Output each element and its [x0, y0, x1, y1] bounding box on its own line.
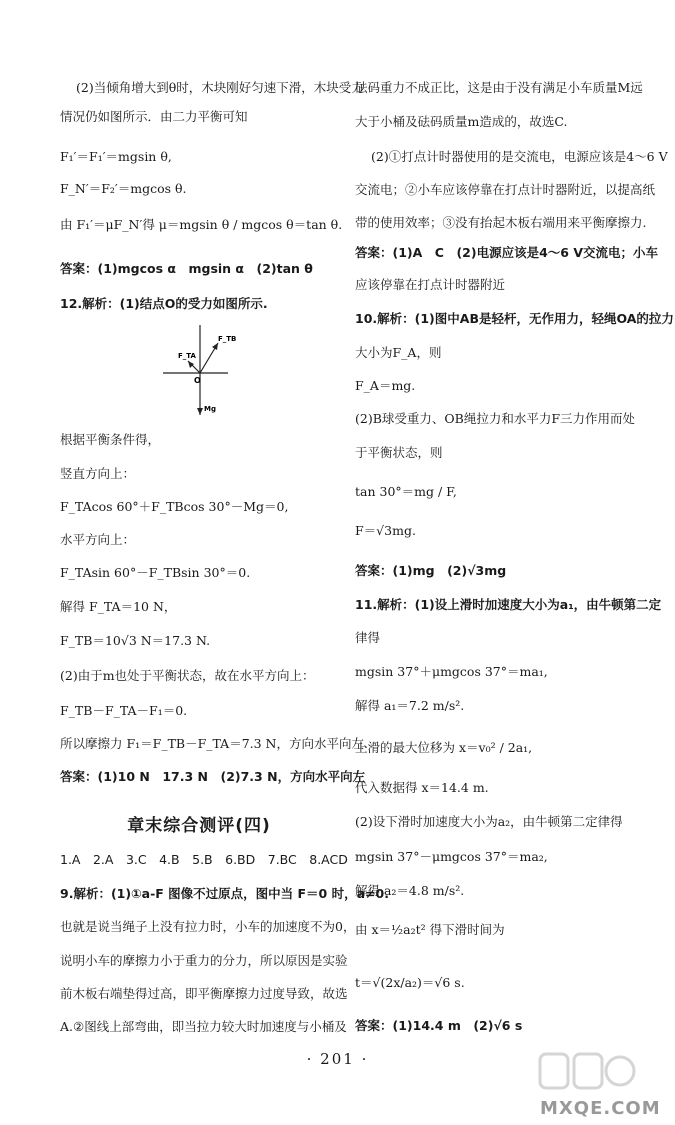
left-line: 答案：(1)10 N 17.3 N (2)7.3 N，方向水平向左	[60, 769, 366, 784]
section-title: 章末综合测评(四)	[127, 816, 271, 836]
right-line: 答案：(1)14.4 m (2)√6 s	[355, 1018, 523, 1033]
right-line: 于平衡状态，则	[355, 445, 443, 460]
left-line: 1.A 2.A 3.C 4.B 5.B 6.BD 7.BC 8.ACD	[60, 852, 348, 867]
right-line: (2)①打点计时器使用的是交流电，电源应该是4～6 V	[371, 149, 668, 164]
right-line: 解得 a₁＝7.2 m/s².	[355, 698, 465, 713]
right-line: tan 30°＝mg / F,	[355, 484, 457, 499]
left-line: F_N′＝F₂′＝mgcos θ.	[60, 181, 187, 196]
watermark-text: MXQE.COM	[540, 1098, 661, 1119]
right-line: t＝√(2x/a₂)＝√6 s.	[355, 975, 465, 990]
right-line: 砝码重力不成正比，这是由于没有满足小车质量M远	[355, 80, 643, 95]
right-line: F＝√3mg.	[355, 523, 416, 538]
left-line: 情况仍如图所示．由二力平衡可知	[60, 109, 248, 124]
left-line: 12.解析：(1)结点O的受力如图所示.	[60, 296, 268, 311]
right-line: F_A＝mg.	[355, 378, 416, 393]
page-number: · 201 ·	[306, 1050, 369, 1068]
label-o: O	[194, 376, 201, 385]
mg-arrowhead	[197, 408, 203, 415]
right-line: (2)设下滑时加速度大小为a₂，由牛顿第二定律得	[355, 814, 623, 829]
left-line: F_TB＝10√3 N＝17.3 N.	[60, 633, 211, 648]
left-line: 水平方向上：	[60, 532, 136, 547]
right-line: 由 x＝½a₂t² 得下滑时间为	[355, 922, 505, 937]
right-line: 代入数据得 x＝14.4 m.	[355, 780, 489, 795]
left-line: 竖直方向上：	[60, 466, 136, 481]
right-line: 答案：(1)A C (2)电源应该是4～6 V交流电；小车	[355, 245, 659, 260]
label-ftb: F_TB	[218, 335, 237, 343]
watermark-logo	[536, 1048, 636, 1098]
right-line: 带的使用效率；③没有抬起木板右端用来平衡摩擦力.	[355, 215, 647, 230]
right-line: (2)B球受重力、OB绳拉力和水平力F三力作用而处	[355, 411, 635, 426]
right-line: 解得 a₂＝4.8 m/s².	[355, 883, 465, 898]
right-line: 11.解析：(1)设上滑时加速度大小为a₁，由牛顿第二定	[355, 597, 662, 612]
right-line: mgsin 37°＋μmgcos 37°＝ma₁,	[355, 664, 548, 679]
right-line: 上滑的最大位移为 x＝v₀² / 2a₁,	[355, 740, 533, 755]
left-line: A.②图线上部弯曲，即当拉力较大时加速度与小桶及	[60, 1019, 347, 1034]
right-line: 应该停靠在打点计时器附近	[355, 277, 506, 292]
right-line: 大小为F_A，则	[355, 345, 442, 360]
left-line: F_TB－F_TA－F₁＝0.	[60, 703, 188, 718]
left-line: 根据平衡条件得，	[60, 432, 161, 447]
left-line: 答案：(1)mgcos α mgsin α (2)tan θ	[60, 261, 313, 276]
label-mg: Mg	[204, 405, 216, 413]
right-line: 答案：(1)mg (2)√3mg	[355, 563, 507, 578]
right-line: 大于小桶及砝码质量m造成的，故选C.	[355, 114, 568, 129]
right-line: 律得	[355, 630, 381, 645]
left-line: F_TAsin 60°－F_TBsin 30°＝0.	[60, 565, 251, 580]
label-fta: F_TA	[178, 352, 196, 360]
left-line: 也就是说当绳子上没有拉力时，小车的加速度不为0，	[60, 919, 356, 934]
right-line: mgsin 37°－μmgcos 37°＝ma₂,	[355, 849, 548, 864]
left-line: 说明小车的摩擦力小于重力的分力，所以原因是实验	[60, 953, 348, 968]
left-line: 解得 F_TA＝10 N，	[60, 599, 177, 614]
right-line: 交流电；②小车应该停靠在打点计时器附近，以提高纸	[355, 182, 656, 197]
left-line: (2)由于m也处于平衡状态，故在水平方向上：	[60, 668, 315, 683]
left-line: F_TAcos 60°＋F_TBcos 30°－Mg＝0,	[60, 499, 289, 514]
ta-arrowhead	[188, 361, 194, 368]
left-line: F₁′＝F₁′＝mgsin θ,	[60, 149, 172, 164]
left-line: 前木板右端垫得过高，即平衡摩擦力过度导致，故选	[60, 986, 348, 1001]
left-line: 9.解析：(1)①a-F 图像不过原点，图中当 F＝0 时，a≠0.	[60, 886, 389, 901]
left-line: 由 F₁′＝μF_N′得 μ＝mgsin θ / mgcos θ＝tan θ.	[60, 217, 343, 232]
force-diagram	[118, 325, 238, 420]
right-line: 10.解析：(1)图中AB是轻杆，无作用力，轻绳OA的拉力	[355, 311, 674, 326]
left-line: 所以摩擦力 F₁＝F_TB－F_TA＝7.3 N，方向水平向左.	[60, 736, 368, 751]
left-line: (2)当倾角增大到θ时，木块刚好匀速下滑，木块受力	[76, 80, 364, 95]
